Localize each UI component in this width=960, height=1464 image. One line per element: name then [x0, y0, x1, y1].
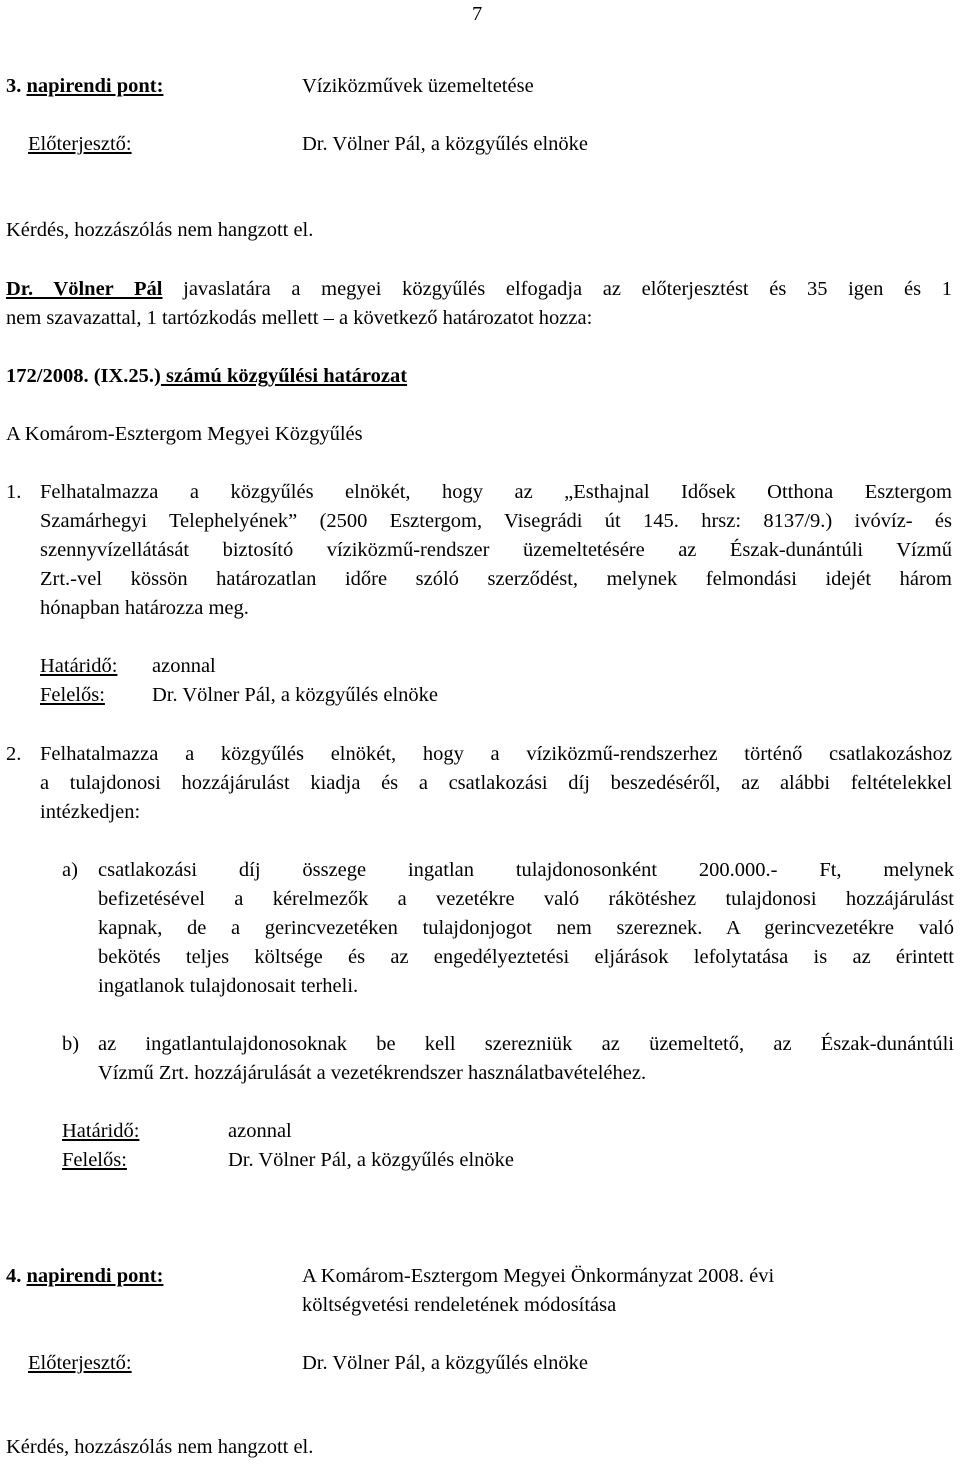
- resolution-number: 172/2008. (IX.25.): [6, 365, 161, 387]
- subpoint-a-line: bekötés teljes költsége és az engedélyeztetési eljárások lefolytatása is az érintett: [98, 946, 954, 968]
- point-1-line: Szamárhegyi Telephelyének” (2500 Esztergom, Visegrádi út 145. hrsz: 8137/9.) ivóvíz- és: [40, 510, 952, 532]
- subpoint-a-line: csatlakozási díj összege ingatlan tulajdonosonként 200.000.- Ft, melynek: [98, 859, 954, 881]
- resolution-heading: [6, 362, 407, 391]
- point-2-line: a tulajdonosi hozzájárulást kiadja és a csatlakozási díj beszedéséről, az alábbi feltételekkel: [40, 772, 952, 794]
- subpoint-a-line: kapnak, de a gerincvezetéken tulajdonjogot nem szereznek. A gerincvezetékre való: [98, 917, 954, 939]
- subpoint-a-line: ingatlanok tulajdonosait terheli.: [98, 975, 359, 997]
- subpoint-a-label: a): [62, 859, 78, 881]
- no-questions-text: Kérdés, hozzászólás nem hangzott el.: [6, 219, 314, 241]
- subpoint-b-label: b): [62, 1033, 80, 1055]
- point-1-line: hónapban határozza meg.: [40, 597, 249, 619]
- point-1-line: Felhatalmazza a közgyűlés elnökét, hogy az „Esthajnal Idősek Otthona Esztergom: [40, 481, 952, 503]
- subpoint-b-line: Vízmű Zrt. hozzájárulását a vezetékrendszer használatbavételéhez.: [98, 1062, 647, 1084]
- responsible-value: Dr. Völner Pál, a közgyűlés elnöke: [152, 684, 438, 706]
- point-1-line: Zrt.-vel kössön határozatlan időre szóló szerződést, melynek felmondási idejét három: [40, 568, 952, 590]
- no-questions-text: Kérdés, hozzászólás nem hangzott el.: [6, 1436, 314, 1458]
- agenda-item-4-label: [6, 1262, 163, 1291]
- assembly-name: A Komárom-Esztergom Megyei Közgyűlés: [6, 423, 363, 445]
- agenda-item-3-label: [6, 72, 163, 101]
- responsible-label: Felelős:: [62, 1149, 127, 1171]
- presenter-name: Dr. Völner Pál, a közgyűlés elnöke: [302, 1352, 588, 1374]
- presenter-label: Előterjesztő:: [28, 133, 132, 155]
- subpoint-b-line: az ingatlantulajdonosoknak be kell szerezniük az üzemeltető, az Észak-dunántúli: [98, 1033, 954, 1055]
- agenda-item-4-title-line-2: költségvetési rendeletének módosítása: [302, 1294, 617, 1316]
- point-1-line: szennyvízellátását biztosító víziközmű-rendszer üzemeltetésére az Észak-dunántúli Vízmű: [40, 539, 952, 561]
- subpoint-a-line: befizetésével a kérelmezők a vezetékre való rákötéshez tulajdonosi hozzájárulást: [98, 888, 954, 910]
- deadline-value: azonnal: [228, 1120, 292, 1142]
- resolution-title: számú közgyűlési határozat: [160, 365, 408, 387]
- point-2-line: Felhatalmazza a közgyűlés elnökét, hogy a víziközmű-rendszerhez történő csatlakozáshoz: [40, 743, 952, 765]
- responsible-value: Dr. Völner Pál, a közgyűlés elnöke: [228, 1149, 514, 1171]
- agenda-item-4-title-line-1: A Komárom-Esztergom Megyei Önkormányzat 2008. évi: [302, 1265, 775, 1287]
- agenda-label: napirendi pont:: [26, 1265, 164, 1287]
- deadline-label: Határidő:: [62, 1120, 140, 1142]
- deadline-value: azonnal: [152, 655, 216, 677]
- agenda-number: 4.: [6, 1265, 22, 1287]
- responsible-label: Felelős:: [40, 684, 105, 706]
- point-1-number: 1.: [6, 481, 22, 503]
- proposal-line-2: nem szavazattal, 1 tartózkodás mellett – a következő határozatot hozza:: [6, 307, 593, 329]
- agenda-number: 3.: [6, 75, 22, 97]
- presenter-name: Dr. Völner Pál, a közgyűlés elnöke: [302, 133, 588, 155]
- proposer-name: Dr. Völner Pál: [6, 278, 163, 300]
- presenter-label: Előterjesztő:: [28, 1352, 132, 1374]
- page-number: 7: [472, 3, 483, 25]
- agenda-label: napirendi pont:: [26, 75, 164, 97]
- proposal-line-1: Dr. Völner Pál javaslatára a megyei közgyűlés elfogadja az előterjesztést és 35 igen és 1: [6, 278, 952, 300]
- point-2-line: intézkedjen:: [40, 801, 141, 823]
- deadline-label: Határidő:: [40, 655, 118, 677]
- point-2-number: 2.: [6, 743, 22, 765]
- agenda-item-3-title: Víziközművek üzemeltetése: [302, 75, 534, 97]
